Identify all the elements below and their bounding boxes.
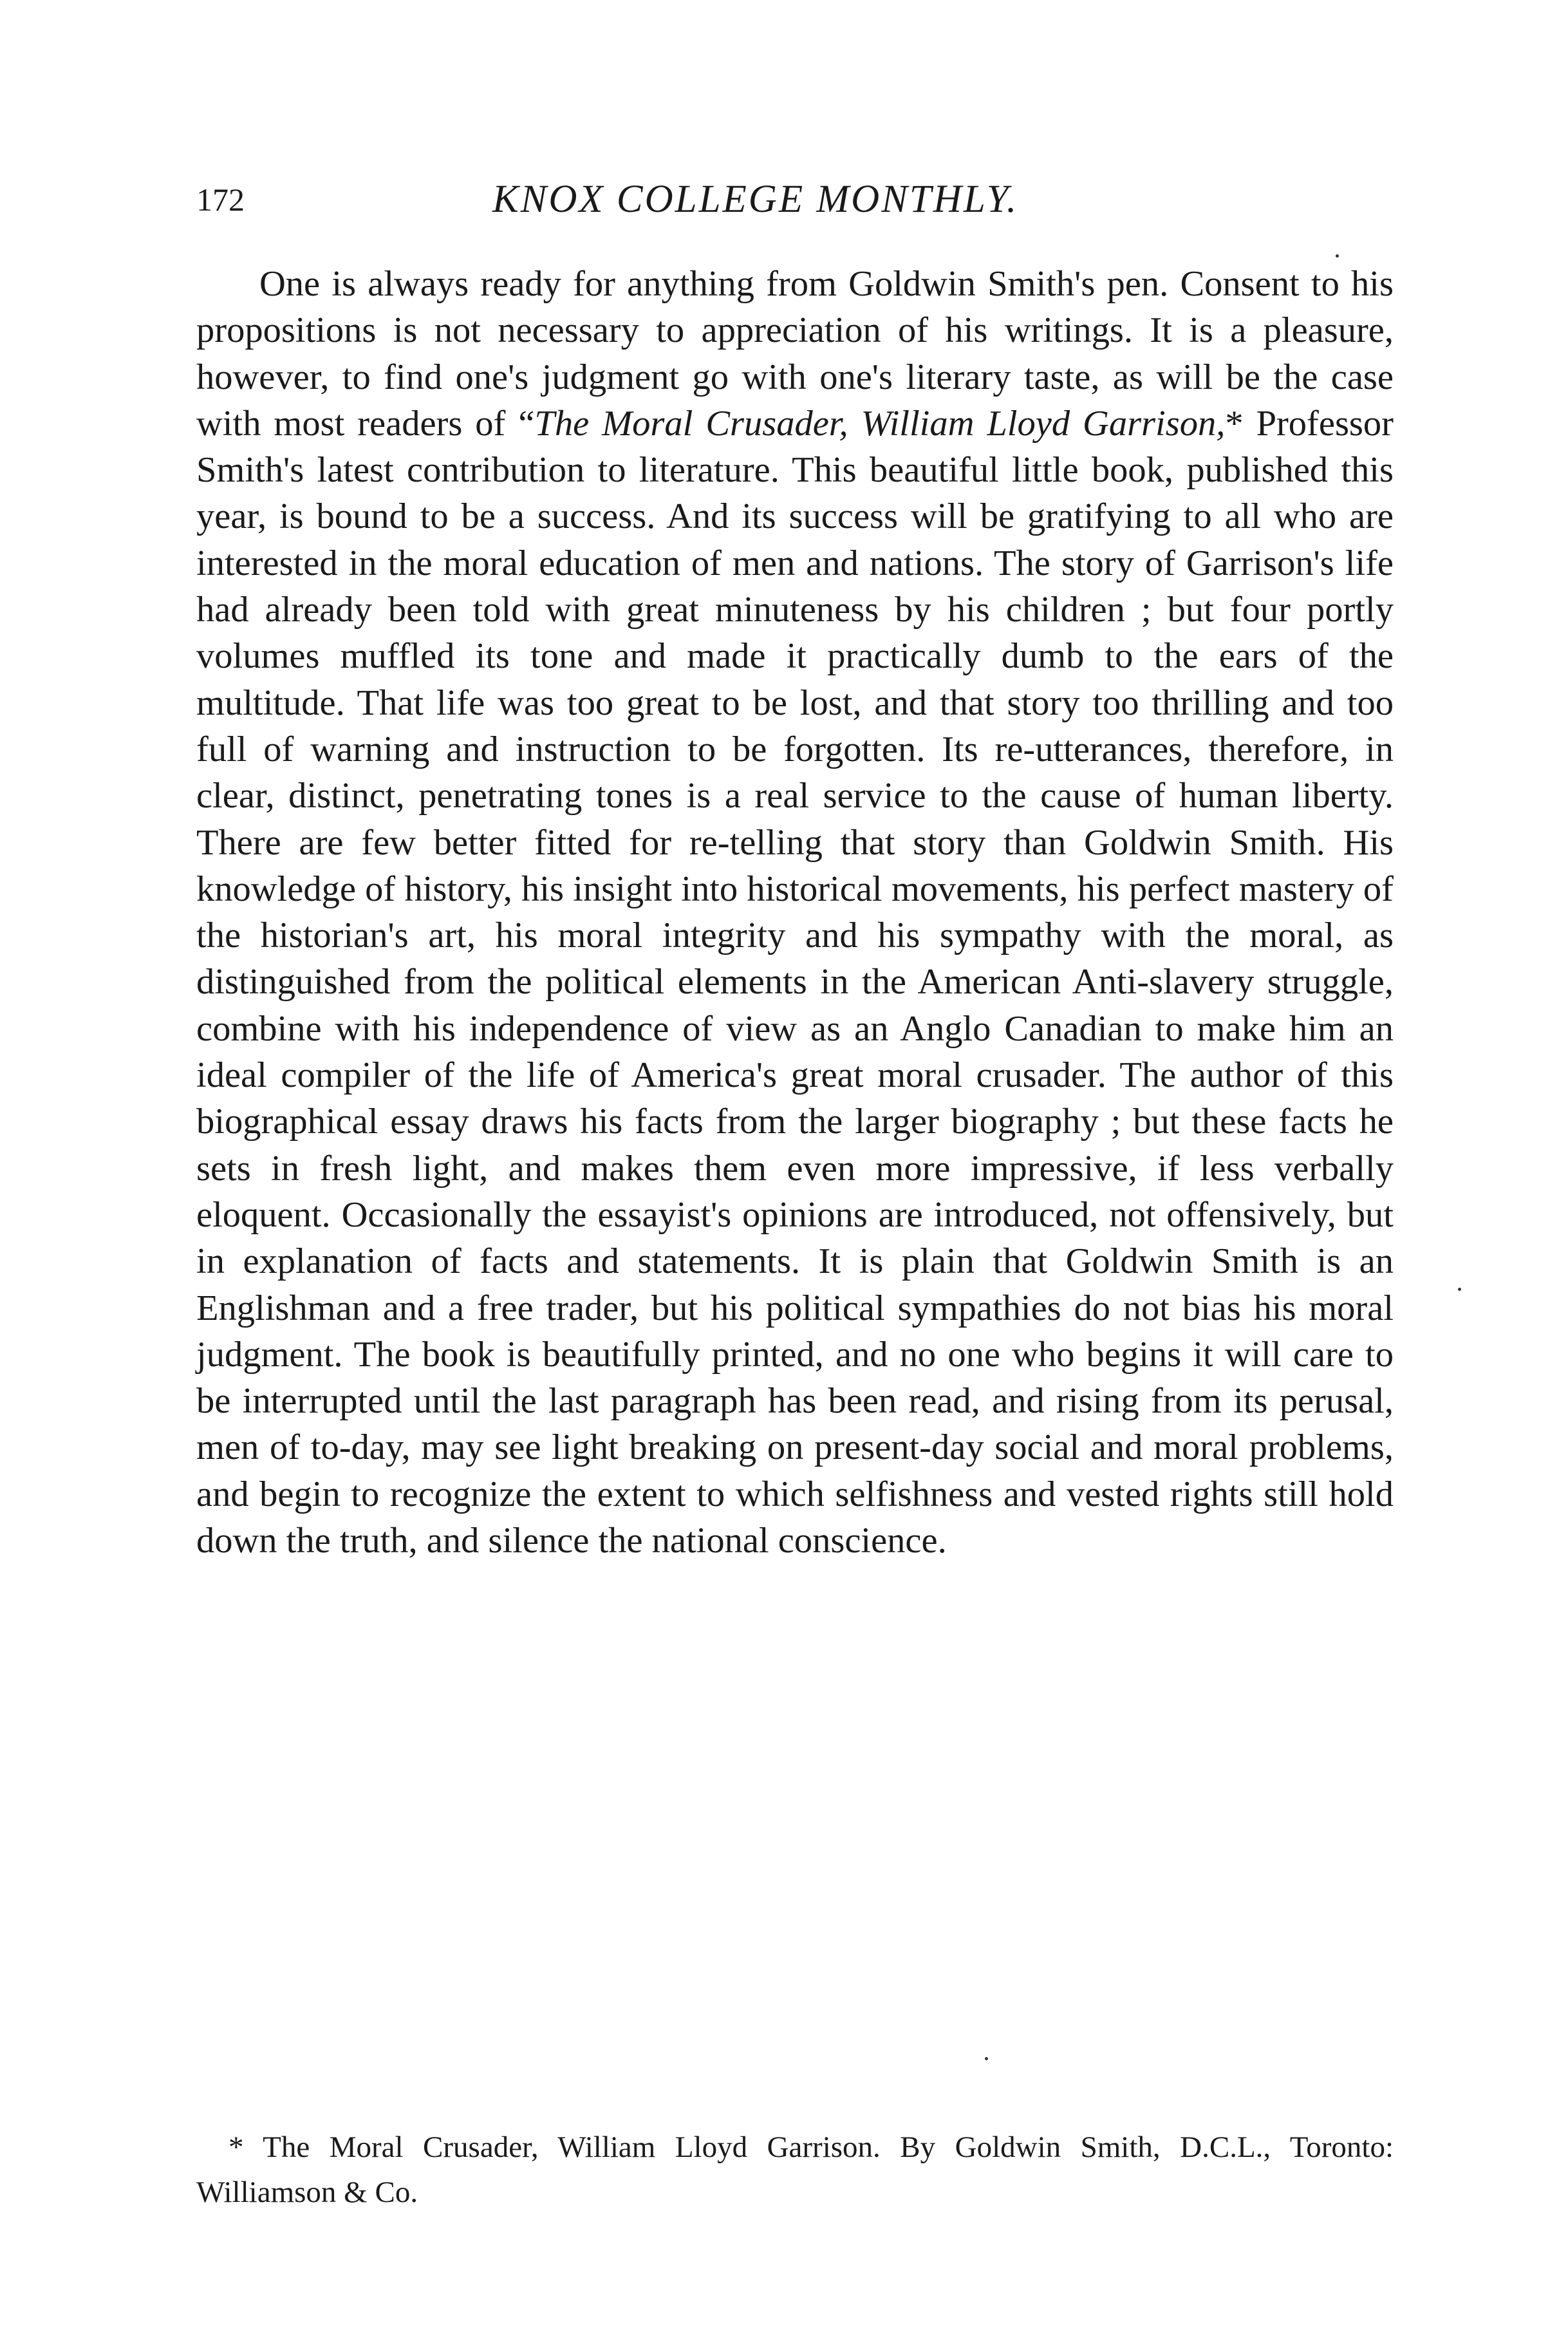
running-head xyxy=(196,174,1406,225)
stray-mark xyxy=(1336,254,1339,258)
stray-mark xyxy=(985,2057,988,2060)
article-text-part-1: One is always ready for anything from Goldwin Smith's pen. Consent to his propositions is not necessary to appreciation of his writings. It is a pleasure, however, to find one's judgment go with one's literary taste, as will be the case with most readers of “ xyxy=(196,264,1394,444)
book-title: The Moral Crusader, William Lloyd Garrison, xyxy=(534,403,1226,444)
article-text-part-2: Professor Smith's latest contribution to literature. This beautiful little book, published this year, is bound to be a success. And its success will be gratifying to all who are interested in the moral education of men and nations. The story of Garrison's life had already been told with great minuteness by his children ; but four portly volumes muffled its tone and made it practically dumb to the ears of the multitude. That life was too great to be lost, and that story too thrilling and too full of warning and instruction to be forgotten. Its re-utterances, therefore, in clear, distinct, penetrating tones is a real service to the cause of human liberty. There are few better fitted for re-telling that story than Goldwin Smith. His knowledge of history, his insight into historical movements, his perfect mastery of the historian's art, his moral integrity and his sympathy with the moral, as distinguished from the political elements in the American Anti-slavery struggle, combine with his independence of view as an Anglo Canadian to make him an ideal compiler of the life of America's great moral crusader. The author of this biographical essay draws his facts from the larger biography ; but these facts he sets in fresh light, and makes them even more impressive, if less verbally eloquent. Occasionally the essayist's opinions are introduced, not offensively, but in explanation of facts and statements. It is plain that Goldwin Smith is an Englishman and a free trader, but his political sympathies do not bias his moral judgment. The book is beautifully printed, and no one who begins it will care to be interrupted until the last paragraph has been read, and rising from its perusal, men of to-day, may see light breaking on present-day social and moral problems, and begin to recognize the extent to which selfishness and vested rights still hold down the truth, and silence the national conscience. xyxy=(196,403,1394,1561)
footnote-marker: * xyxy=(1225,403,1244,444)
page-number: 172 xyxy=(196,182,245,218)
stray-mark xyxy=(1458,1288,1461,1291)
article-paragraph xyxy=(196,261,1394,1564)
journal-title: KNOX COLLEGE MONTHLY. xyxy=(492,178,1019,221)
footnote: * The Moral Crusader, William Lloyd Garrison. By Goldwin Smith, D.C.L., Toronto: Williamson & Co. xyxy=(196,2130,1394,2209)
